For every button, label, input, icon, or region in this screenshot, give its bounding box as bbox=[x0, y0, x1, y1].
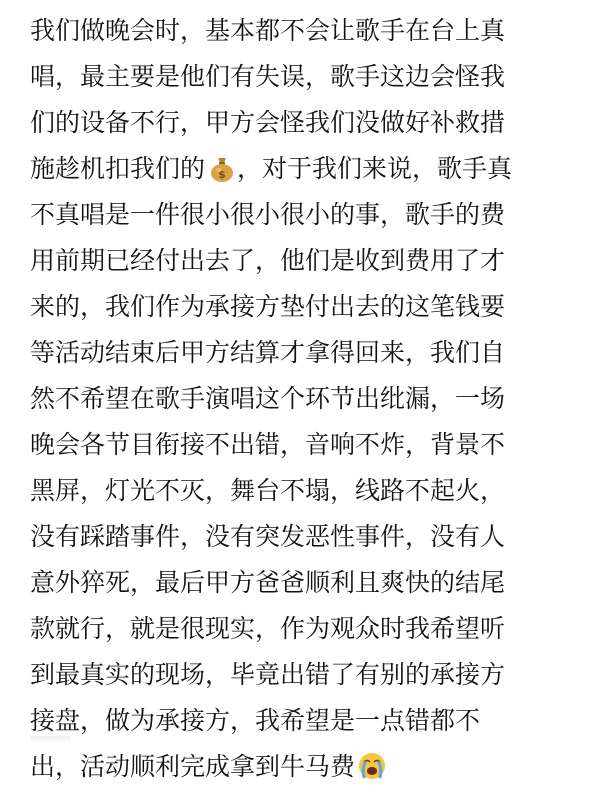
svg-text:$: $ bbox=[218, 168, 226, 181]
text-line: 等活动结束后甲方结算才拿得回来，我们自 bbox=[30, 338, 506, 367]
text-line: 意外猝死，最后甲方爸爸顺利且爽快的结尾 bbox=[30, 568, 506, 597]
money-bag-icon bbox=[207, 152, 237, 182]
text-line: 不真唱是一件很小很小很小的事，歌手的费 bbox=[30, 200, 506, 229]
text-line: 用前期已经付出去了，他们是收到费用了才 bbox=[30, 246, 506, 275]
text-line: 们的设备不行，甲方会怪我们没做好补救措 bbox=[30, 108, 506, 137]
text-line: 我们做晚会时，基本都不会让歌手在台上真 bbox=[30, 16, 506, 45]
text-line: 唱，最主要是他们有失误，歌手这边会怪我 bbox=[30, 62, 506, 91]
text-line: 晚会各节目衔接不出错，音响不炸，背景不 bbox=[30, 430, 506, 459]
text-line-with-emoji bbox=[30, 744, 585, 790]
text-segment: 施趁机扣我们的 bbox=[30, 154, 206, 183]
post-body bbox=[30, 8, 585, 790]
text-line: 到最真实的现场，毕竟出错了有别的承接方 bbox=[30, 660, 506, 689]
text-segment: 出，活动顺利完成拿到牛马费 bbox=[30, 752, 356, 781]
text-line: 然不希望在歌手演唱这个环节出纰漏，一场 bbox=[30, 384, 506, 413]
truncated-content-edge bbox=[30, 736, 70, 744]
text-segment: ，对于我们来说，歌手真 bbox=[237, 154, 513, 183]
text-line-with-emoji bbox=[30, 146, 585, 192]
text-line: 接盘，做为承接方，我希望是一点错都不 bbox=[30, 706, 481, 735]
text-line: 没有踩踏事件，没有突发恶性事件，没有人 bbox=[30, 522, 506, 551]
text-line: 款就行，就是很现实，作为观众时我希望听 bbox=[30, 614, 506, 643]
text-line: 黑屏，灯光不灭，舞台不塌，线路不起火， bbox=[30, 476, 506, 505]
crying-face-icon bbox=[357, 750, 387, 780]
text-line: 来的，我们作为承接方垫付出去的这笔钱要 bbox=[30, 292, 506, 321]
